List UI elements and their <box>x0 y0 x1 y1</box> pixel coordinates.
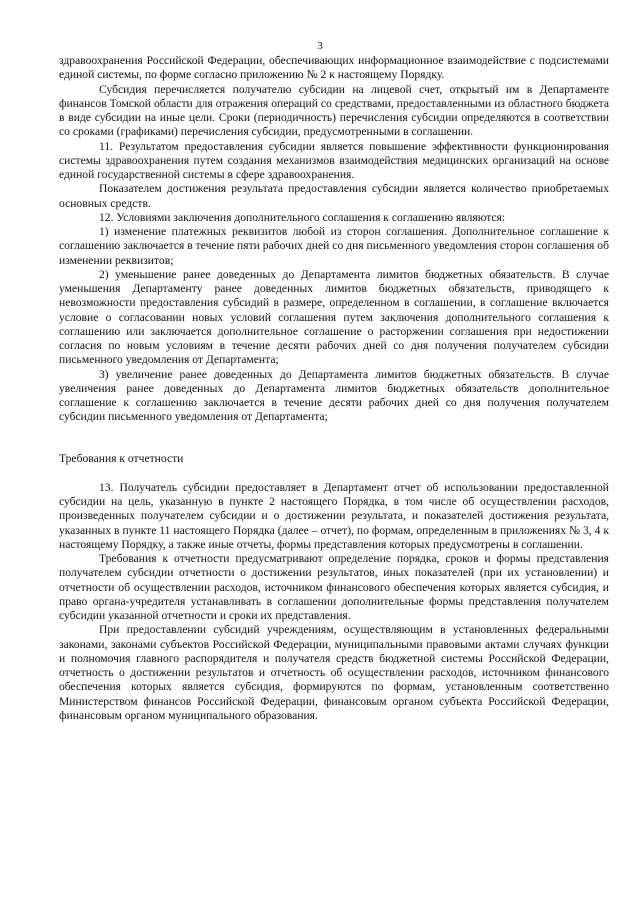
list-item: 2) уменьшение ранее доведенных до Департамента лимитов бюджетных обязательств. В случае уменьшения Департаменту ранее доведенных лимитов бюджетных обязательств, приводящего к невозможности предоставления субсидий в размере, определенном в соглашении, в соглашение включается условие о согласовании новых условий соглашения путем заключения дополнительного соглашения к соглашению или заключается дополнительное соглашение о расторжении соглашения при недостижении согласия по новым условиям в течение десяти рабочих дней со дня получения получателем субсидии письменного уведомления от Департамента; <box>59 267 609 367</box>
list-item: 1) изменение платежных реквизитов любой из сторон соглашения. Дополнительное соглашение к соглашению заключается в течение пяти рабочих дней со дня письменного уведомления сторон соглашения об изменении реквизитов; <box>59 225 609 267</box>
paragraph: 12. Условиями заключения дополнительного соглашения к соглашению являются: <box>99 210 506 224</box>
document-body <box>59 54 609 723</box>
paragraph: Показателем достижения результата предоставления субсидии является количество приобретаемых основных средств. <box>59 182 609 210</box>
paragraph: Требования к отчетности предусматривают определение порядка, сроков и формы представления получателем субсидии отчетности о достижении результатов, иных показателей (при их установлении) и отчетности об осуществлении расходов, источником финансового обеспечения которых является субсидия, и право органа-учредителя устанавливать в соглашении дополнительные формы представления получателем субсидии указанной отчетности и сроки их представления. <box>59 552 609 622</box>
paragraph: 11. Результатом предоставления субсидии является повышение эффективности функционирования системы здравоохранения путем создания механизмов взаимодействия медицинских организаций на основе единой государственной системы в сфере здравоохранения. <box>59 139 609 181</box>
paragraph: 13. Получатель субсидии предоставляет в Департамент отчет об использовании предоставленной субсидии на цель, указанную в пункте 2 настоящего Порядка, в том числе об осуществлении расходов, произведенных получателем субсидии и о достижении результата, и показателей достижения результата, указанных в пункте 11 настоящего Порядка (далее – отчет), по формам, определенным в приложениях № 3, 4 к настоящему Порядку, а также иные отчеты, формы представления которых предусмотрены в соглашении. <box>59 480 609 551</box>
paragraph: здравоохранения Российской Федерации, обеспечивающих информационное взаимодействие с подсистемами единой системы, по форме согласно приложению № 2 к настоящему Порядку. <box>59 54 609 82</box>
list-item: 3) увеличение ранее доведенных до Департамента лимитов бюджетных обязательств. В случае увеличения ранее доведенных до Департамента лимитов бюджетных обязательств дополнительное соглашение к соглашению заключается в течение десяти рабочих дней со дня получения получателем субсидии письменного уведомления от Департамента; <box>59 367 609 424</box>
paragraph: Субсидия перечисляется получателю субсидии на лицевой счет, открытый им в Департаменте финансов Томской области для отражения операций со средствами, предоставленными из областного бюджета в виде субсидии на иные цели. Сроки (периодичность) перечисления субсидии определяются в соответствии со сроками (графиками) перечисления субсидии, предусмотренными в соглашении. <box>59 82 609 139</box>
paragraph: При предоставлении субсидий учреждениям, осуществляющим в установленных федеральными законами, законами субъектов Российской Федерации, муниципальными правовыми актами случаях функции и полномочия главного распорядителя и получателя средств бюджетной системы Российской Федерации, отчетность о достижении результатов и отчетность об осуществлении расходов, источником финансового обеспечения которых является субсидия, формируются по формам, установленным соответственно Министерством финансов Российской Федерации, финансовым органом субъекта Российской Федерации, финансовым органом муниципального образования. <box>59 623 609 722</box>
section-heading: Требования к отчетности <box>59 451 184 465</box>
page-number: 3 <box>317 40 323 52</box>
